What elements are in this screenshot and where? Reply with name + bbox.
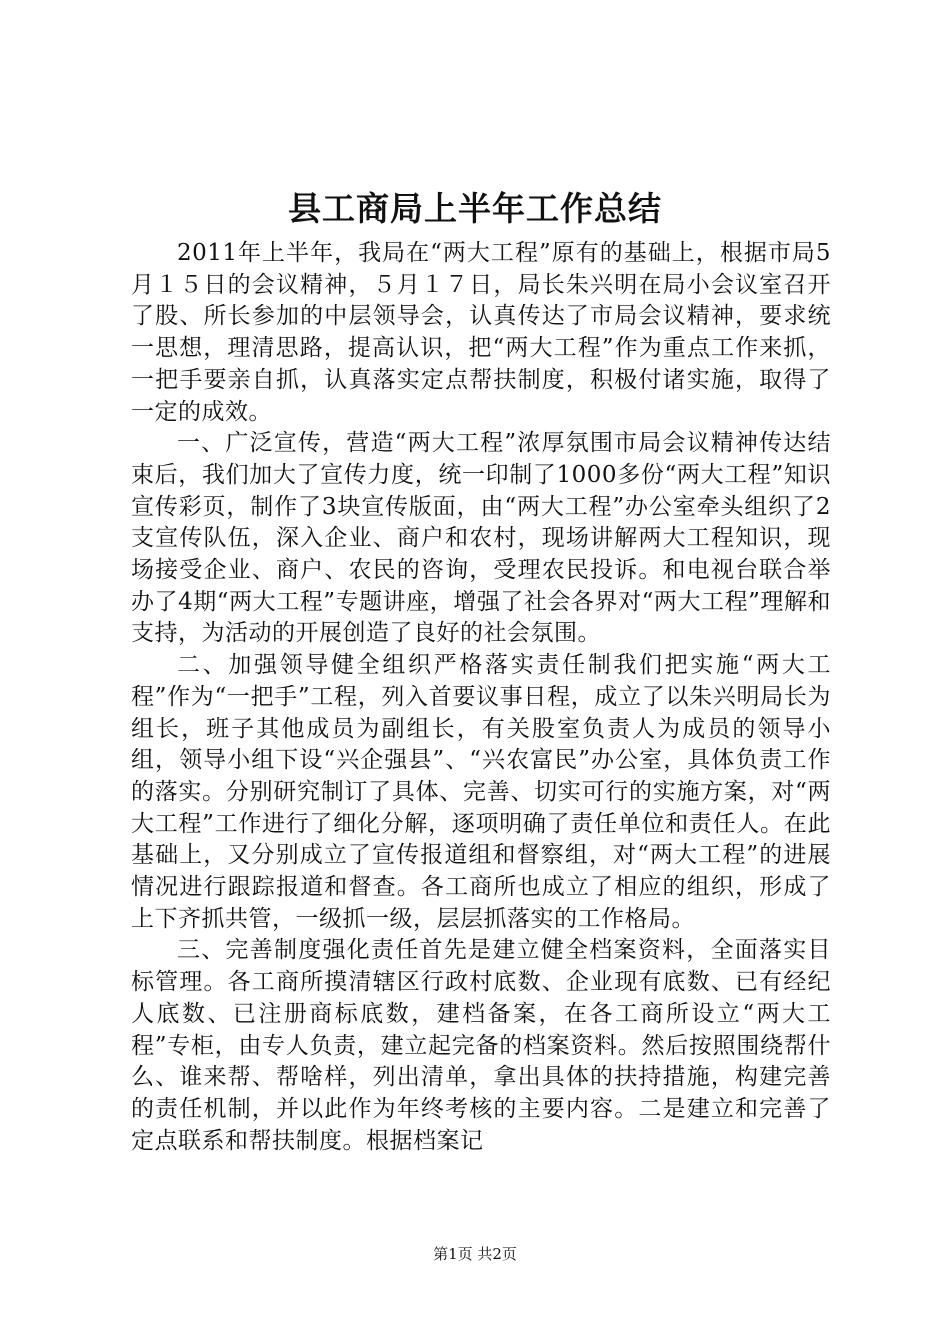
document-title: 县工商局上半年工作总结 xyxy=(288,189,662,228)
paragraph-section-2: 二、加强领导健全组织严格落实责任制我们把实施“两大工程”作为“一把手”工程，列入首要议事日程，成立了以朱兴明局长为组长，班子其他成员为副组长，有关股室负责人为成员的领导小组，领导小组下设“兴企强县”、“兴农富民”办公室，具体负责工作的落实。分别研究制订了具体、完善、切实可行的实施方案，对“两大工程”工作进行了细化分解，逐项明确了责任单位和责任人。在此基础上，又分别成立了宣传报道组和督察组，对“两大工程”的进展情况进行跟踪报道和督查。各工商所也成立了相应的组织，形成了上下齐抓共管，一级抓一级，层层抓落实的工作格局。 xyxy=(131,652,831,932)
document-body xyxy=(131,238,831,1157)
paragraph-section-1: 一、广泛宣传，营造“两大工程”浓厚氛围市局会议精神传达结束后，我们加大了宣传力度，统一印制了1000多份“两大工程”知识宣传彩页，制作了3块宣传版面，由“两大工程”办公室牵头组织了2支宣传队伍，深入企业、商户和农村，现场讲解两大工程知识，现场接受企业、商户、农民的咨询，受理农民投诉。和电视台联合举办了4期“两大工程”专题讲座，增强了社会各界对“两大工程”理解和支持，为活动的开展创造了良好的社会氛围。 xyxy=(131,430,831,647)
page-footer: 第1页 共2页 xyxy=(433,1245,517,1263)
paragraph-section-3: 三、完善制度强化责任首先是建立健全档案资料，全面落实目标管理。各工商所摸清辖区行政村底数、企业现有底数、已有经纪人底数、已注册商标底数，建档备案，在各工商所设立“两大工程”专柜，由专人负责，建立起完备的档案资料。然后按照围绕帮什么、谁来帮、帮啥样，列出清单，拿出具体的扶持措施，构建完善的责任机制，并以此作为年终考核的主要内容。二是建立和完善了定点联系和帮扶制度。根据档案记 xyxy=(131,937,831,1154)
paragraph-intro: 2011年上半年，我局在“两大工程”原有的基础上，根据市局5月１５日的会议精神，５月１７日，局长朱兴明在局小会议室召开了股、所长参加的中层领导会，认真传达了市局会议精神，要求统一思想，理清思路，提高认识，把“两大工程”作为重点工作来抓，一把手要亲自抓，认真落实定点帮扶制度，积极付诸实施，取得了一定的成效。 xyxy=(131,240,831,425)
